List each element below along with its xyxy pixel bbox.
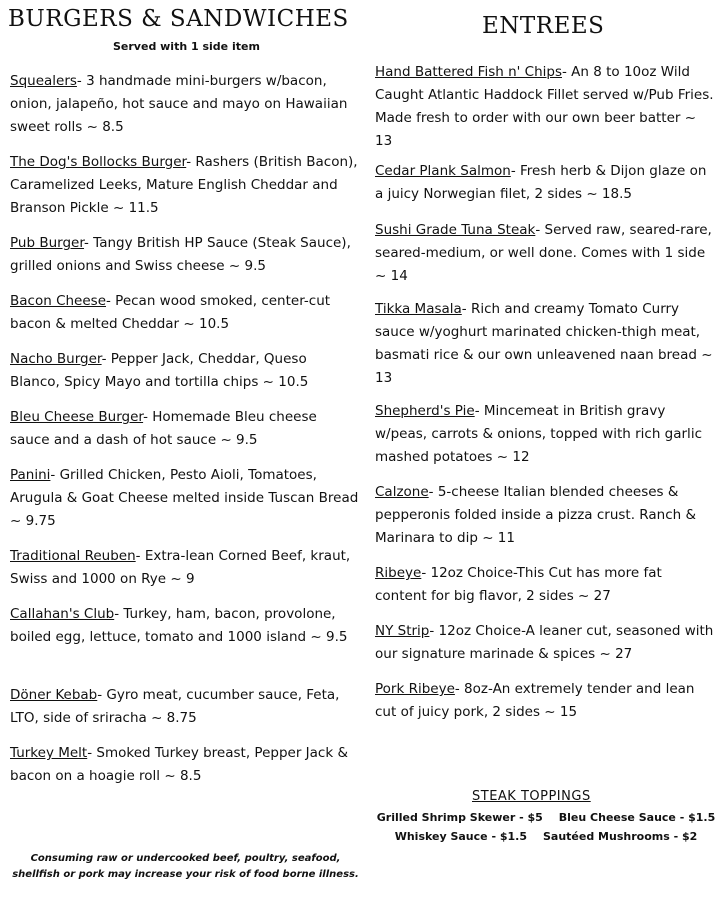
item-desc: - Turkey, ham, bacon, provolone, boiled egg, lettuce, tomato and 1000 island ~ 9.5 (10, 606, 348, 645)
menu-item-doner-kebab (10, 684, 360, 730)
burgers-subtitle: Served with 1 side item (113, 40, 260, 53)
item-name: Callahan's Club (10, 606, 115, 622)
item-desc: - Rashers (British Bacon), Caramelized Leeks, Mature English Cheddar and Branson Pickle ~ 11.5 (10, 154, 358, 216)
item-name: Squealers (10, 73, 77, 89)
topping-item: Bleu Cheese Sauce - $1.5 (558, 811, 716, 824)
item-desc: - Tangy British HP Sauce (Steak Sauce), grilled onions and Swiss cheese ~ 9.5 (10, 235, 351, 274)
menu-item-bleu-cheese-burger (10, 406, 360, 452)
item-name: Cedar Plank Salmon (375, 163, 511, 179)
item-desc: - Served raw, seared-rare, seared-medium, or well done. Comes with 1 side ~ 14 (375, 222, 712, 284)
menu-item-calzone (375, 481, 717, 550)
item-name: The Dog's Bollocks Burger (10, 154, 187, 170)
item-desc: - 5-cheese Italian blended cheeses & pepperonis folded inside a pizza crust. Ranch & Marinara to dip ~ 11 (375, 484, 696, 546)
item-name: Bleu Cheese Burger (10, 409, 144, 425)
item-name: NY Strip (375, 623, 430, 639)
steak-toppings-row (375, 830, 717, 843)
menu-item-traditional-reuben (10, 545, 360, 591)
item-name: Hand Battered Fish n' Chips (375, 64, 562, 80)
item-desc: - Grilled Chicken, Pesto Aioli, Tomatoes, Arugula & Goat Cheese melted inside Tuscan Bread ~ 9.75 (10, 467, 359, 529)
item-name: Calzone (375, 484, 429, 500)
item-desc: - Smoked Turkey breast, Pepper Jack & bacon on a hoagie roll ~ 8.5 (10, 745, 348, 784)
item-desc: - Homemade Bleu cheese sauce and a dash of hot sauce ~ 9.5 (10, 409, 317, 448)
topping-item: Whiskey Sauce - $1.5 (394, 830, 527, 843)
food-safety-disclaimer: Consuming raw or undercooked beef, poultry, seafood, shellfish or pork may increase your risk of food borne illness. (12, 853, 359, 880)
item-desc: - 8oz-An extremely tender and lean cut of juicy pork, 2 sides ~ 15 (375, 681, 695, 720)
menu-item-squealers (10, 70, 360, 139)
steak-toppings-row (375, 811, 717, 824)
topping-item: Grilled Shrimp Skewer - $5 (376, 811, 543, 824)
item-desc: - An 8 to 10oz Wild Caught Atlantic Haddock Fillet served w/Pub Fries. Made fresh to order with our own beer batter ~ 13 (375, 64, 714, 149)
menu-item-shepherds-pie (375, 400, 717, 469)
item-desc: - Rich and creamy Tomato Curry sauce w/yoghurt marinated chicken-thigh meat, basmati rice & our own unleavened naan bread ~ 13 (375, 301, 713, 386)
item-name: Panini (10, 467, 51, 483)
item-name: Ribeye (375, 565, 422, 581)
item-desc: - 12oz Choice-A leaner cut, seasoned with our signature marinade & spices ~ 27 (375, 623, 714, 662)
item-desc: - 12oz Choice-This Cut has more fat content for big flavor, 2 sides ~ 27 (375, 565, 662, 604)
menu-item-bacon-cheese (10, 290, 360, 336)
menu-item-cedar-plank-salmon (375, 160, 717, 206)
item-name: Tikka Masala (375, 301, 462, 317)
item-name: Döner Kebab (10, 687, 98, 703)
steak-toppings-title: STEAK TOPPINGS (472, 789, 591, 804)
menu-item-pork-ribeye (375, 678, 717, 724)
item-desc: - Mincemeat in British gravy w/peas, carrots & onions, topped with rich garlic mashed potatoes ~ 12 (375, 403, 702, 465)
item-name: Pub Burger (10, 235, 85, 251)
item-desc: - Gyro meat, cucumber sauce, Feta, LTO, side of sriracha ~ 8.75 (10, 687, 340, 726)
item-desc: - 3 handmade mini-burgers w/bacon, onion, jalapeño, hot sauce and mayo on Hawaiian sweet rolls ~ 8.5 (10, 73, 348, 135)
item-name: Sushi Grade Tuna Steak (375, 222, 536, 238)
entrees-heading: ENTREES (482, 13, 605, 39)
item-name: Traditional Reuben (10, 548, 136, 564)
menu-item-ny-strip (375, 620, 717, 666)
menu-item-ribeye (375, 562, 717, 608)
item-desc: - Pecan wood smoked, center-cut bacon & melted Cheddar ~ 10.5 (10, 293, 331, 332)
menu-item-fish-n-chips (375, 61, 717, 153)
item-name: Nacho Burger (10, 351, 102, 367)
menu-item-dogs-bollocks (10, 151, 360, 220)
item-desc: - Pepper Jack, Cheddar, Queso Blanco, Spicy Mayo and tortilla chips ~ 10.5 (10, 351, 309, 390)
menu-item-callahans-club (10, 603, 360, 649)
menu-item-tikka-masala (375, 298, 717, 390)
menu-item-tuna-steak (375, 219, 717, 288)
topping-item: Sautéed Mushrooms - $2 (543, 830, 698, 843)
item-name: Shepherd's Pie (375, 403, 475, 419)
item-name: Bacon Cheese (10, 293, 106, 309)
item-name: Turkey Melt (10, 745, 88, 761)
item-name: Pork Ribeye (375, 681, 455, 697)
item-desc: - Fresh herb & Dijon glaze on a juicy Norwegian filet, 2 sides ~ 18.5 (375, 163, 707, 202)
menu-item-pub-burger (10, 232, 360, 278)
menu-item-nacho-burger (10, 348, 360, 394)
menu-item-panini (10, 464, 360, 533)
burgers-heading: BURGERS & SANDWICHES (8, 6, 349, 32)
menu-item-turkey-melt (10, 742, 360, 788)
item-desc: - Extra-lean Corned Beef, kraut, Swiss and 1000 on Rye ~ 9 (10, 548, 351, 587)
